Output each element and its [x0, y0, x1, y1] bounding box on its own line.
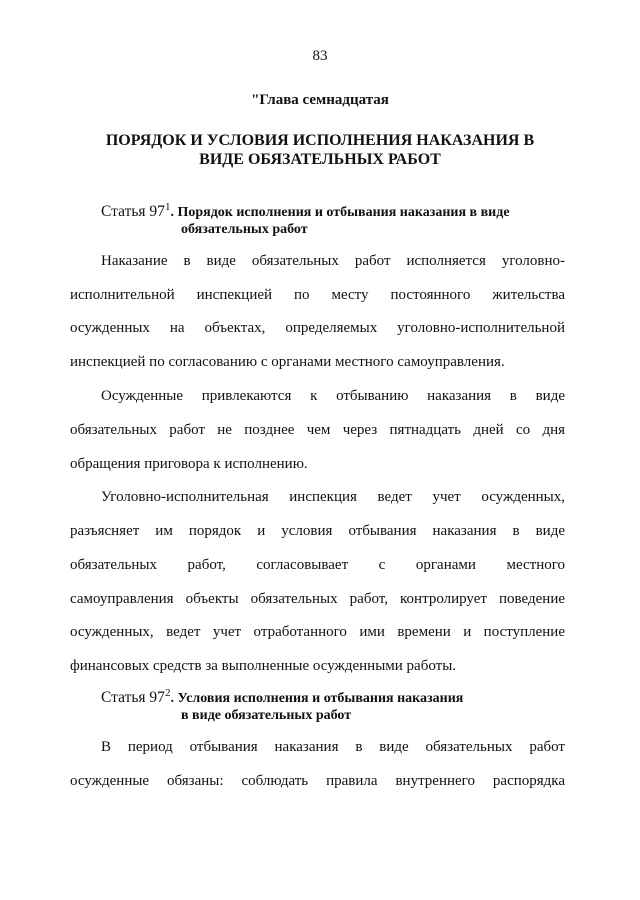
text-line: инспекцией по согласованию с органами местного самоуправления.	[70, 354, 505, 370]
article-superscript: 1	[164, 201, 171, 213]
text-line: Наказание в виде обязательных работ исполняется уголовно-	[101, 253, 565, 269]
article-number	[101, 689, 170, 706]
text-line: осужденных, ведет учет отработанного ими времени и поступление	[70, 624, 565, 640]
page-number: 83	[312, 48, 328, 64]
article-title-continued: в виде обязательных работ	[181, 708, 352, 723]
article-title-continued: обязательных работ	[181, 222, 308, 237]
text-line: В период отбывания наказания в виде обязательных работ	[101, 739, 565, 755]
article-superscript: 2	[164, 687, 171, 699]
text-line: обязательных работ не позднее чем через пятнадцать дней со дня	[70, 422, 565, 438]
chapter-title-line: ПОРЯДОК И УСЛОВИЯ ИСПОЛНЕНИЯ НАКАЗАНИЯ В	[105, 132, 535, 149]
article-heading	[101, 689, 561, 725]
text-line: обращения приговора к исполнению.	[70, 456, 308, 472]
text-line: Осужденные привлекаются к отбыванию наказания в виде	[101, 388, 565, 404]
chapter-heading: "Глава семнадцатая	[251, 92, 389, 108]
text-line: разъясняет им порядок и условия отбывания наказания в виде	[70, 523, 565, 539]
text-line: исполнительной инспекцией по месту постоянного жительства	[70, 287, 565, 303]
chapter-title-line: ВИДЕ ОБЯЗАТЕЛЬНЫХ РАБОТ	[199, 151, 441, 168]
chapter-title	[60, 131, 580, 169]
article-title: . Условия исполнения и отбывания наказания	[170, 691, 464, 706]
article-label: Статья 97	[101, 203, 165, 220]
article-number	[101, 203, 170, 220]
text-line: осужденных на объектах, определяемых уголовно-исполнительной	[70, 320, 565, 336]
article-label: Статья 97	[101, 689, 165, 706]
text-line: Уголовно-исполнительная инспекция ведет учет осужденных,	[101, 489, 565, 505]
article-heading	[101, 203, 561, 239]
text-line: осужденные обязаны: соблюдать правила внутреннего распорядка	[70, 773, 565, 789]
text-line: обязательных работ, согласовывает с органами местного	[70, 557, 565, 573]
text-line: самоуправления объекты обязательных работ, контролирует поведение	[70, 591, 565, 607]
article-title: . Порядок исполнения и отбывания наказания в виде	[170, 205, 510, 220]
text-line: финансовых средств за выполненные осужденными работы.	[70, 658, 457, 674]
